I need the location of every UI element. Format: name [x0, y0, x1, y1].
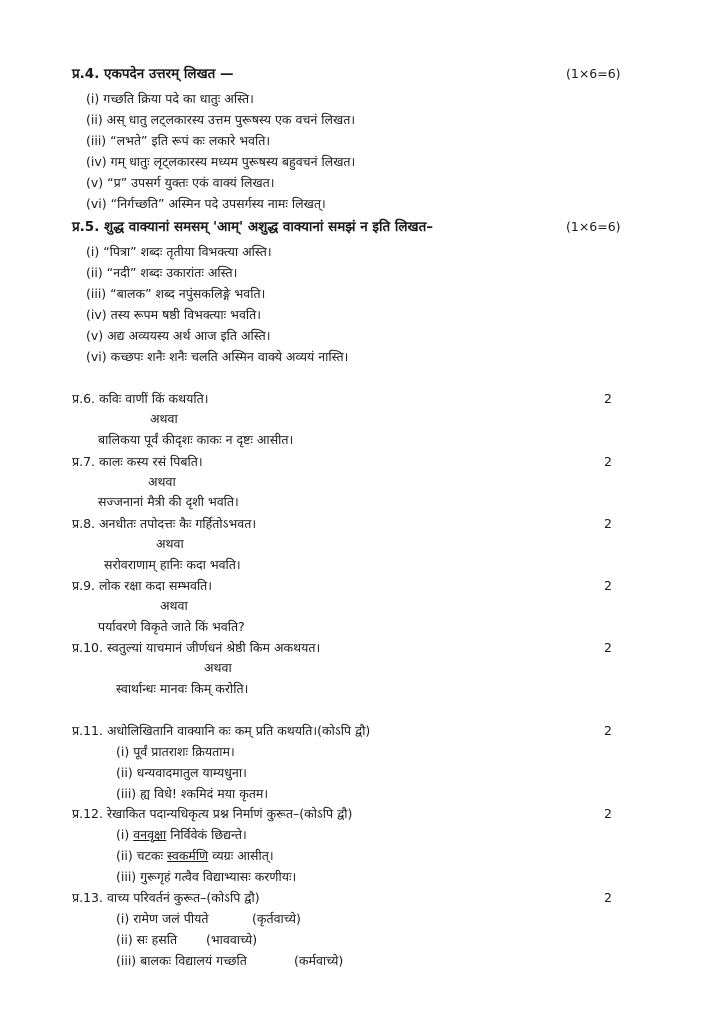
q10-or: अथवा: [204, 660, 232, 675]
q7-or: अथवा: [148, 474, 176, 489]
q6-question: प्र.6. कविः वाणीं किं कथयति।: [72, 391, 209, 406]
q10-alternative: स्वार्थान्धः मानवः किम् करोति।: [116, 681, 249, 696]
q13-item-2: (ii) सः हसति: [116, 932, 178, 947]
q13-item-2-voice: (भाववाच्ये): [206, 932, 258, 947]
q5-item-2: (ii) “नदी” शब्दः उकारांतः अस्ति।: [86, 265, 238, 280]
q5-marks: (1×6=6): [566, 219, 621, 234]
q4-marks: (1×6=6): [566, 66, 621, 81]
q12-item-3: (iii) गुरूगृहं गत्वैव विद्याभ्यासः करणीयः।: [116, 869, 297, 884]
q12-item-1: [116, 827, 247, 843]
q4-item-4: (iv) गम् धातुः लृट्लकारस्य मध्यम पुरूषस्य बहुवचनं लिखत।: [86, 154, 356, 169]
q13-item-3: (iii) बालकः विद्यालयं गच्छति: [116, 953, 247, 968]
q11-item-1: (i) पूर्वं प्रातराशः क्रियताम।: [116, 744, 235, 759]
q4-item-1: (i) गच्छति क्रिया पदे का धातुः अस्ति।: [86, 91, 254, 106]
q4-item-5: (v) “प्र” उपसर्ग युक्तः एकं वाक्यं लिखत।: [86, 175, 275, 190]
q13-item-1-voice: (कृर्तवाच्ये): [252, 911, 301, 926]
q4-item-6: (vi) “निर्गच्छति” अस्मिन पदे उपसर्गस्य नामः लिखत्।: [86, 196, 326, 211]
q10-marks: 2: [604, 640, 612, 655]
q5-item-3: (iii) “बालक” शब्द नपुंसकलिङ्गे भवति।: [86, 286, 266, 301]
q11-question: प्र.11. अधोलिखितानि वाक्यानि कः कम् प्रति कथयति।(कोऽपि द्वौ): [72, 723, 371, 738]
q12-item-1-underlined: वनवृक्षा: [133, 827, 167, 842]
q11-item-2: (ii) धन्यवादमातुल याम्यधुना।: [116, 765, 247, 780]
q5-item-5: (v) अद्य अव्ययस्य अर्थ आज इति अस्ति।: [86, 328, 271, 343]
q13-item-3-voice: (कर्मवाच्ये): [294, 953, 344, 968]
q12-item-2: [116, 848, 274, 864]
q7-question: प्र.7. कालः कस्य रसं पिबति।: [72, 454, 203, 469]
q9-or: अथवा: [160, 598, 188, 613]
q5-item-6: (vi) कच्छपः शनैः शनैः चलति अस्मिन वाक्ये अव्ययं नास्ति।: [86, 349, 349, 364]
q4-item-3: (iii) “लभते” इति रूपं कः लकारे भवति।: [86, 133, 271, 148]
q12-question: प्र.12. रेखाकित पदान्यधिकृत्य प्रश्न निर्माणं कुरूत–(कोऽपि द्वौ): [72, 806, 353, 821]
q13-question: प्र.13. वाच्य परिवर्तनं कुरूत–(कोऽपि द्वौ): [72, 890, 260, 905]
q4-item-2: (ii) अस् धातु लट्लकारस्य उत्तम पुरूषस्य एक वचनं लिखत।: [86, 112, 356, 127]
q11-marks: 2: [604, 723, 612, 738]
q5-item-4: (iv) तस्य रूपम षष्ठी विभक्त्याः भवति।: [86, 307, 261, 322]
q9-question: प्र.9. लोक रक्षा कदा सम्भवति।: [72, 578, 213, 593]
q9-marks: 2: [604, 578, 612, 593]
q13-item-1: (i) रामेण जलं पीयते: [116, 911, 209, 926]
q12-item-2-prefix: (ii) चटकः: [116, 848, 168, 863]
q11-item-3: (iii) ह्य विधे! श्कमिदं मया कृतम।: [116, 786, 269, 801]
q12-item-1-prefix: (i): [116, 827, 134, 842]
q13-marks: 2: [604, 890, 612, 905]
q4-title: प्र.4. एकपदेन उत्तरम् लिखत —: [72, 66, 234, 82]
q12-item-1-rest: निर्विवेकं छिद्यन्ते।: [166, 827, 247, 842]
q6-marks: 2: [604, 391, 612, 406]
q8-or: अथवा: [156, 536, 184, 551]
q6-alternative: बालिकया पूर्वं कीदृशः काकः न दृष्टः आसीत।: [98, 432, 294, 447]
q7-alternative: सज्जनानां मैत्री की दृशी भवति।: [98, 494, 239, 509]
q5-title: प्र.5. शुद्ध वाक्यानां समसम् 'आम्' अशुद्ध वाक्यानां समझं न इति लिखत–: [72, 219, 434, 235]
q8-marks: 2: [604, 516, 612, 531]
q12-item-2-underlined: स्वकर्मणि: [167, 848, 209, 863]
q5-item-1: (i) “पित्रा” शब्दः तृतीया विभक्त्या अस्ति।: [86, 244, 272, 259]
q12-marks: 2: [604, 806, 612, 821]
q8-question: प्र.8. अनधीतः तपोदत्तः कैः गर्हितोऽभवत।: [72, 516, 257, 531]
q10-question: प्र.10. स्वतुल्यां याचमानं जीर्णधनं श्रेष्ठी किम अकथयत।: [72, 640, 321, 655]
q12-item-2-rest: व्यग्रः आसीत्।: [208, 848, 274, 863]
q9-alternative: पर्यावरणे विकृते जाते किं भवति?: [98, 619, 245, 634]
q8-alternative: सरोवराणाम् हानिः कदा भवति।: [104, 557, 241, 572]
q6-or: अथवा: [150, 411, 178, 426]
q7-marks: 2: [604, 454, 612, 469]
